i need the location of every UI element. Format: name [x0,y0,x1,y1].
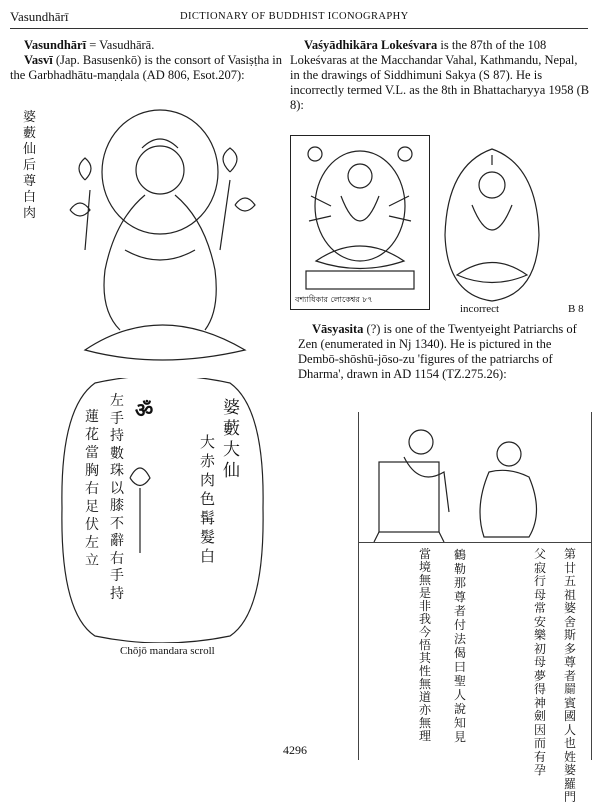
lokesvara-drawing [291,136,429,294]
zen-patriarch-illustration [358,412,592,804]
lokesvara-framed-drawing [290,135,430,310]
scroll-text-col-4: 蓮花當胸右足伏左立 [85,409,99,569]
entry-body: (?) is one of the Twentyeight Patriarchs of Zen (enumerated in Nj 1340). He is pictured in the Dembō-shōshū-jōso-zu 'figures of the patriarchs of Dharma', drawn in AD 1154 (TZ.275.26): [298,322,577,381]
entry-vasyasita-paragraph [298,322,590,382]
right-column-text [290,38,590,113]
scroll-text-col-1: 婆藪大仙 [223,398,240,481]
entry-vasvi [10,53,282,83]
zen-text-col-4: 當境無是非我今悟其性無道亦無理 [419,547,432,743]
zen-text-col-3: 鶴勒那尊者付法偈曰聖人說知見 [454,548,467,744]
scroll-text-col-3: 左手持數珠以膝不辭右手持 [110,393,124,602]
vasvi-drawing [45,100,285,370]
entry-term: Vasvī [24,53,53,67]
caption-incorrect: incorrect [460,303,500,315]
running-head-title: DICTIONARY OF BUDDHIST ICONOGRAPHY [180,11,409,22]
entry-body: = Vasudhārā. [86,38,155,52]
incorrect-lokesvara-drawing [437,145,547,305]
zen-text-col-1: 第廿五祖婆舍斯多尊者罽賓國人也姓婆羅門 [564,547,577,804]
scroll-caption: Chōjō mandara scroll [120,645,215,657]
entry-vasyadhikara [290,38,590,113]
left-column-text [10,38,282,83]
vasvi-vertical-label: 婆藪仙后尊白肉 [23,110,37,221]
entry-body: (Jap. Basusenkō) is the consort of Vasiṣṭha in the Garbhadhātu-maṇḍala (AD 806, Esot.207): [10,53,282,82]
entry-vasundhari [10,38,282,53]
zen-figure-divider [359,542,591,543]
zen-text-col-2: 父寂行母常安樂初母夢得神劍因而有孕 [534,547,547,777]
scroll-illustration [55,378,270,643]
entry-term: Vasundhārī [24,38,87,52]
incorrect-drawing-svg [437,145,547,305]
siddham-seed-syllable: ॐ [135,398,154,422]
scroll-text-col-2: 大赤肉色髯髮白 [200,433,216,565]
page-number: 4296 [283,743,307,757]
entry-body: is the 87th of the 108 Lokeśvaras at the Macchandar Vahal, Kathmandu, Nepal, in the drawings of Siddhimuni Sakya (S 87). He is incorrectly termed V.L. as the 8th in Bhattacharyya 1958 (B 8): [290,38,590,112]
running-head-left: Vasundhārī [10,9,69,24]
entry-vasyasita [298,322,590,382]
zen-patriarch-drawing [359,412,591,542]
entry-term: Vaśyādhikāra Lokeśvara [304,38,438,52]
vasvi-illustration [15,100,285,370]
lokesvara-script-caption: বশ্যাধিকার লোকেশ্বর ৮৭ [295,295,373,304]
caption-b8: B 8 [568,303,584,315]
header-rule [10,28,588,29]
entry-term: Vāsyasita [312,322,364,336]
